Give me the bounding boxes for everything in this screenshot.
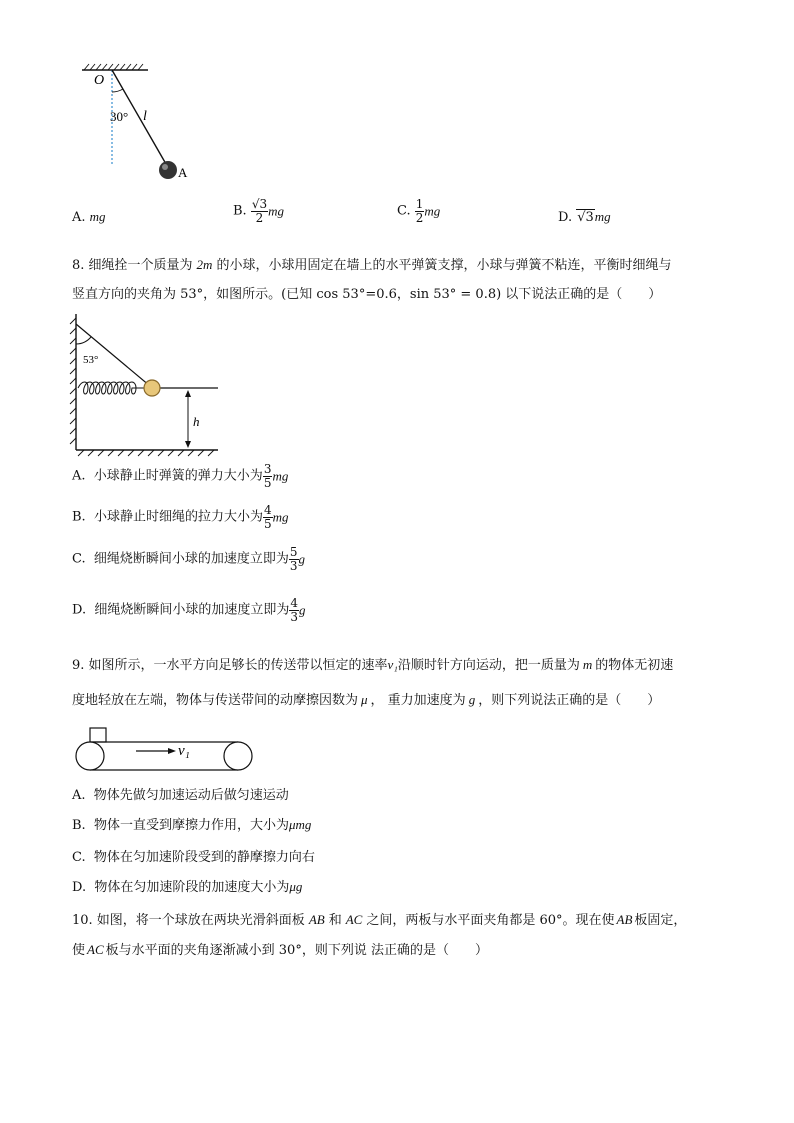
spring-coil <box>78 382 144 394</box>
q10-stem-line2: 使 AC 板与水平面的夹角逐渐减小到 30°，则下列说 法正确的是（ ） <box>72 942 488 958</box>
block-on-belt <box>90 728 106 742</box>
angle-label: 30° <box>110 109 129 124</box>
pendulum-ball <box>159 161 177 179</box>
q8-option-b[interactable]: B. 小球静止时细绳的拉力大小为 $\frac{4}{5}$ mg <box>72 503 289 531</box>
q9-option-d[interactable]: D. 物体在匀加速阶段的加速度大小为μg <box>72 879 303 895</box>
height-label: h <box>193 414 200 429</box>
q9-stem-line1: 9. 如图所示，一水平方向足够长的传送带以恒定的速率v₁沿顺时针方向运动，把一质量为 m 的物体无初速 <box>72 657 674 673</box>
ball-label: A <box>178 165 188 180</box>
q8-ball <box>144 380 160 396</box>
q9-option-b[interactable]: B. 物体一直受到摩擦力作用，大小为μmg <box>72 817 312 833</box>
velocity-label: v₁ <box>178 743 190 759</box>
q10-stem-line1: 10. 如图，将一个球放在两块光滑斜面板 AB 和 AC 之间，两板与水平面夹角都是 60°。现在使 AB 板固定， <box>72 912 687 928</box>
left-pulley <box>76 742 104 770</box>
origin-label: O <box>94 73 105 88</box>
q9-option-a[interactable]: A. 物体先做匀加速运动后做匀速运动 <box>72 788 289 803</box>
q8-stem-line2: 竖直方向的夹角为 53°，如图所示。(已知 cos 53°=0.6，sin 53° = 0.8) 以下说法正确的是（ ） <box>72 287 662 302</box>
q9-stem-line2: 度地轻放在左端，物体与传送带间的动摩擦因数为 μ ， 重力加速度为 g ，则下列说法正确的是（ ） <box>72 692 661 708</box>
q9-option-c[interactable]: C. 物体在匀加速阶段受到的静摩擦力向右 <box>72 850 315 865</box>
q7-option-d[interactable]: D. √3mg <box>558 209 611 225</box>
half-fraction: $\frac{1}{2}$ <box>415 197 424 225</box>
q8-angle-label: 53° <box>83 354 99 366</box>
sqrt3-over-2-fraction: $\frac{√3}{2}$ <box>251 197 268 225</box>
q8-stem-line1: 8. 细绳拴一个质量为 2m 的小球，小球用固定在墙上的水平弹簧支撑，小球与弹簧不粘连，平衡时细绳与 <box>72 257 672 273</box>
q8-option-d[interactable]: D. 细绳烧断瞬间小球的加速度立即为 $\frac{4}{3}$ g <box>72 596 306 624</box>
q8-option-a[interactable]: A. 小球静止时弹簧的弹力大小为 $\frac{3}{5}$ mg <box>72 462 289 490</box>
q8-option-c[interactable]: C. 细绳烧断瞬间小球的加速度立即为 $\frac{5}{3}$ g <box>72 545 306 573</box>
q7-option-a[interactable]: A. mg <box>72 209 106 225</box>
pendulum-figure <box>70 62 210 190</box>
q7-option-c[interactable]: C. $\frac{1}{2}$ mg <box>397 197 441 225</box>
length-label: l <box>143 109 147 124</box>
right-pulley <box>224 742 252 770</box>
spring-figure <box>66 312 226 460</box>
conveyor-figure <box>72 724 258 774</box>
q7-option-b[interactable]: B. $\frac{√3}{2}$ mg <box>233 197 284 225</box>
